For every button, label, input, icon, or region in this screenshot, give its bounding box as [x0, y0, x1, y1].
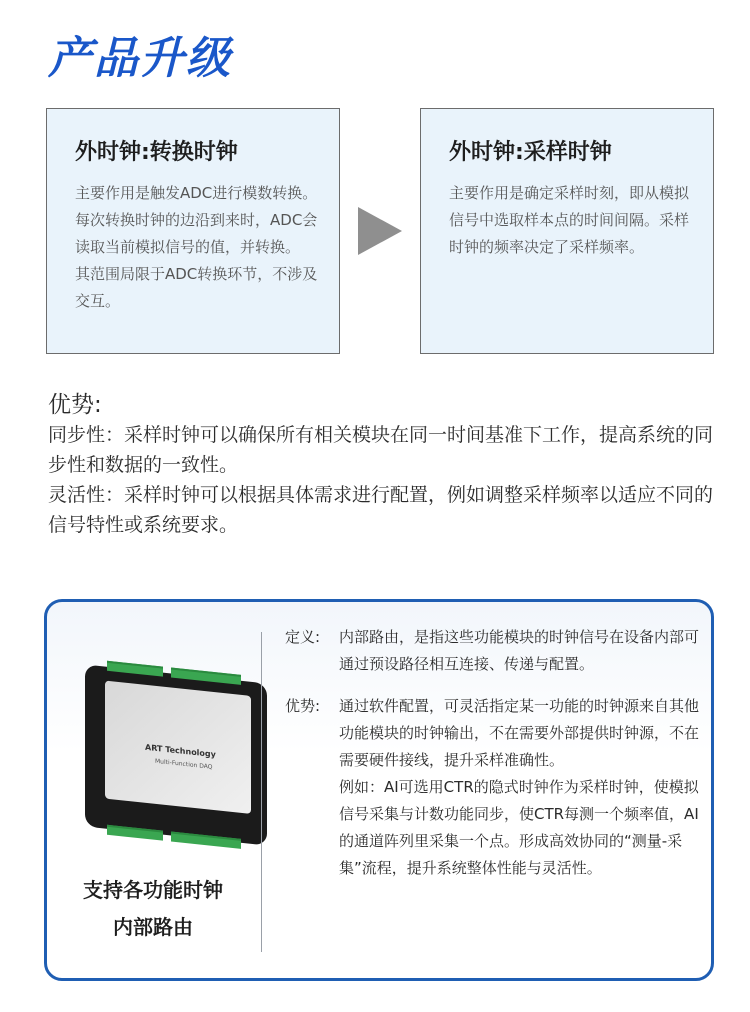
advantage-text-group	[339, 693, 705, 882]
advantage-flexibility: 灵活性：采样时钟可以根据具体需求进行配置，例如调整采样频率以适应不同的信号特性或系统要求。	[48, 484, 714, 536]
terminal-block	[107, 825, 163, 841]
device-brand-logo: ART Technology	[145, 742, 216, 760]
terminal-block	[171, 831, 241, 848]
definition-label: 定义:	[285, 628, 321, 646]
conversion-clock-desc: 主要作用是触发ADC进行模数转换。每次转换时钟的边沿到来时，ADC会读取当前模拟信号的值，并转换。	[75, 184, 318, 256]
advantage-label: 优势:	[285, 697, 321, 715]
advantage-row	[285, 693, 705, 882]
definition-text: 内部路由，是指这些功能模块的时钟信号在设备内部可通过预设路径相互连接、传递与配置。	[339, 628, 700, 673]
routing-details	[285, 624, 705, 882]
routing-caption	[47, 872, 259, 946]
device-model-label: Multi-Function DAQ	[155, 757, 213, 771]
definition-row	[285, 624, 705, 678]
advantage-text: 通过软件配置，可灵活指定某一功能的时钟源来自其他功能模块的时钟输出，不在需要外部提供时钟源，不在需要硬件接线，提升采样准确性。	[339, 697, 700, 769]
terminal-block	[107, 661, 163, 677]
arrow-right-icon	[358, 207, 402, 255]
vertical-divider	[261, 632, 262, 952]
sample-clock-box	[420, 108, 714, 354]
advantage-sync: 同步性：采样时钟可以确保所有相关模块在同一时间基准下工作，提高系统的同步性和数据的一致性。	[48, 424, 714, 476]
conversion-clock-box	[46, 108, 340, 354]
sample-clock-title: 外时钟:采样时钟	[449, 140, 612, 165]
sample-clock-desc: 主要作用是确定采样时刻，即从模拟信号中选取样本点的时间间隔。采样时钟的频率决定了采样频率。	[449, 184, 690, 256]
caption-line-2: 内部路由	[113, 915, 193, 939]
page-title: 产品升级	[48, 33, 232, 84]
device-face	[105, 681, 251, 814]
advantage-example: 例如：AI可选用CTR的隐式时钟作为采样时钟，使模拟信号采集与计数功能同步，使CTR每测一个频率值，AI 的通道阵列里采集一个点。形成高效协同的“测量-采集”流程，提升系统整体性能与灵活性。	[339, 778, 699, 877]
conversion-clock-title: 外时钟:转换时钟	[75, 140, 238, 165]
terminal-block	[171, 667, 241, 684]
advantages-heading: 优势:	[48, 392, 102, 418]
caption-line-1: 支持各功能时钟	[83, 878, 223, 902]
daq-device-image	[81, 652, 271, 842]
conversion-clock-scope: 其范围局限于ADC转换环节，不涉及交互。	[75, 265, 318, 310]
advantages-list	[48, 420, 718, 540]
device-body	[85, 664, 267, 845]
internal-routing-panel	[44, 599, 714, 981]
